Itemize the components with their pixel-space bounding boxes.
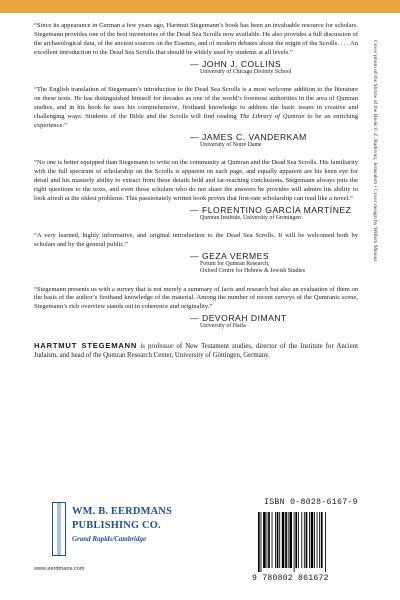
author-bio	[34, 341, 358, 360]
endorsement-attribution	[190, 59, 358, 76]
endorser-affiliation: University of Chicago Divinity School	[200, 68, 292, 75]
endorser-affiliation: University of Notre Dame	[200, 141, 262, 148]
top-color-band	[0, 0, 400, 13]
publisher-url: www.eerdmans.com	[34, 566, 85, 572]
endorser-name: — FLORENTINO GARCÍA MARTÍNEZ	[190, 204, 352, 215]
author-name: HARTMUT STEGEMANN	[34, 340, 138, 350]
endorser-name: — JAMES C. VANDERKAM	[190, 131, 307, 142]
publisher-location: Grand Rapids/Cambridge	[72, 535, 147, 543]
endorser-affiliation: University of Haifa	[200, 323, 246, 330]
endorser-name: — JOHN J. COLLINS	[190, 58, 282, 69]
endorser-name: — DEVORAH DIMANT	[190, 313, 287, 324]
publisher-logo	[52, 502, 178, 556]
endorser-affiliation: Qumran Institute, University of Groningen	[200, 214, 301, 221]
endorsement-attribution	[190, 205, 358, 222]
endorser-affiliation: Forum for Qumran Research,	[200, 260, 270, 267]
endorsement-quote: “Stegemann presents us with a survey that is not merely a summary of facts and research but also an evaluation of them on the basis of the author’s firsthand knowledge of the material. Among the number of recent surveys of the Qumranic scene, Stegemann’s rich overview stands out in coherence and originality.”	[34, 285, 358, 311]
publisher-name-line2: PUBLISHING CO.	[72, 520, 161, 531]
endorsements	[34, 22, 358, 331]
cover-credit-text: Cover photo of the Shrine of the Book © Z. Radovan, Jerusalem • Cover design by Willem Mineur	[372, 40, 378, 262]
isbn-label: ISBN 0-8028-6167-9	[264, 498, 358, 507]
author-bio-text: is professor of New Testament studies, director of the Institute for Ancient Judaism, and head of the Qumran Research Center, University of Göttingen, Germany.	[34, 342, 358, 359]
back-cover-content	[34, 22, 358, 360]
cover-credit-vertical	[368, 40, 382, 600]
endorsement-attribution	[190, 313, 358, 330]
endorser-name: — GEZA VERMES	[190, 250, 270, 261]
column-logo-icon	[52, 502, 66, 556]
endorser-affiliation: Oxford Centre for Hebrew & Jewish Studies	[200, 268, 306, 275]
endorsement-quote: “No one is better equipped than Stegemann to write on the community at Qumran and the Dead Sea Scrolls. His familiarity with the full spectrum of scholarship on the Scrolls is apparent on each page, and equally apparent are his keen eye for detail and his masterly ability to extract from these details bold and far-reaching conclusions. Stegemann always puts the right questions to the texts, and even those scholars who do not share the answers he provides will admire his ability to look afresh at the oldest problems. This passionately written book proves that first-rate scholarship can read like a novel.”	[34, 158, 358, 202]
publisher-name-line1: WM. B. EERDMANS	[72, 506, 172, 517]
endorsement-quote: “The English translation of Stegemann’s introduction to the Dead Sea Scrolls is a most welcome addition to the literature on these texts. He has distinguished himself for decades as one of the world’s foremost authorities in the area of Qumran studies, and in his book he uses his comprehensive, firsthand knowledge to address the basic issues in creative and challenging ways. Students of the Bible and the Scrolls will find reading The Library of Qumran to be an enriching experience.”	[34, 86, 358, 129]
barcode-icon	[258, 512, 344, 572]
endorsement-quote: “Since its appearance in German a few years ago, Hartmut Stegemann’s book has been an invaluable resource for scholars. Stegemann provides one of the best inventories of the Dead Sea Scrolls now available. He also provides a full discussion of the archaeological data, of the ancient sources on the Essenes, and of modern debates about the origin of the Scrolls. . . . An excellent introduction to the Dead Sea Scrolls that should be widely used by students at all levels.”	[34, 22, 358, 56]
endorsement-attribution	[190, 132, 358, 149]
barcode-area	[246, 494, 356, 586]
endorsement-attribution	[190, 251, 358, 276]
endorsement-quote: “A very learned, highly informative, and original introduction to the Dead Sea Scrolls. It will be welcomed both by scholars and by the general public.”	[34, 231, 358, 248]
barcode-number: 9 780802 861672	[252, 574, 329, 583]
